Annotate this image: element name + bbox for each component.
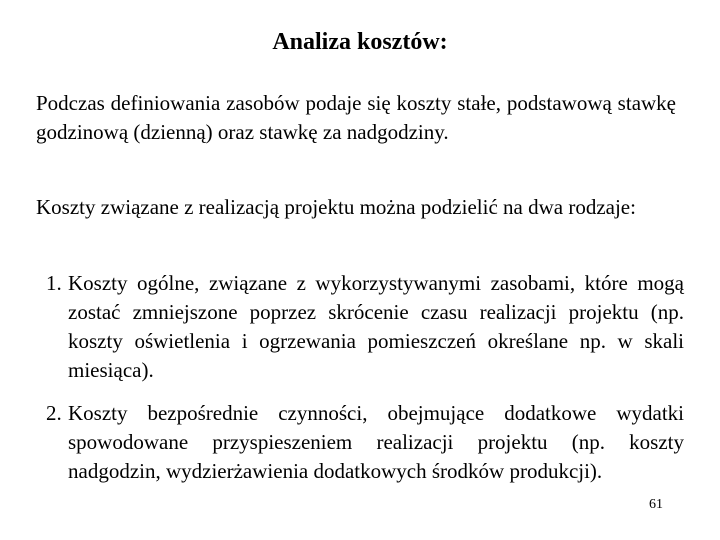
paragraph-cost-types: Koszty związane z realizacją projektu można podzielić na dwa rodzaje: [36,195,636,219]
slide-title: Analiza kosztów: [272,29,448,55]
list-item [46,399,684,486]
list-text: Koszty ogólne, związane z wykorzystywanymi zasobami, które mogą zostać zmniejszone poprzez skrócenie czasu realizacji projektu (np. koszty oświetlenia i ogrzewania pomieszczeń określane np. w skali miesiąca). [68,271,684,382]
paragraph-resource-costs: Podczas definiowania zasobów podaje się koszty stałe, podstawową stawkę godzinową (dzienną) oraz stawkę za nadgodziny. [36,91,676,144]
list-item [46,269,684,385]
list-number: 2. [46,401,62,425]
list-number: 1. [46,271,62,295]
list-text: Koszty bezpośrednie czynności, obejmujące dodatkowe wydatki spowodowane przyspieszeniem realizacji projektu (np. koszty nadgodzin, wydzierżawienia dodatkowych środków produkcji). [68,401,684,483]
page-number: 61 [649,497,663,512]
